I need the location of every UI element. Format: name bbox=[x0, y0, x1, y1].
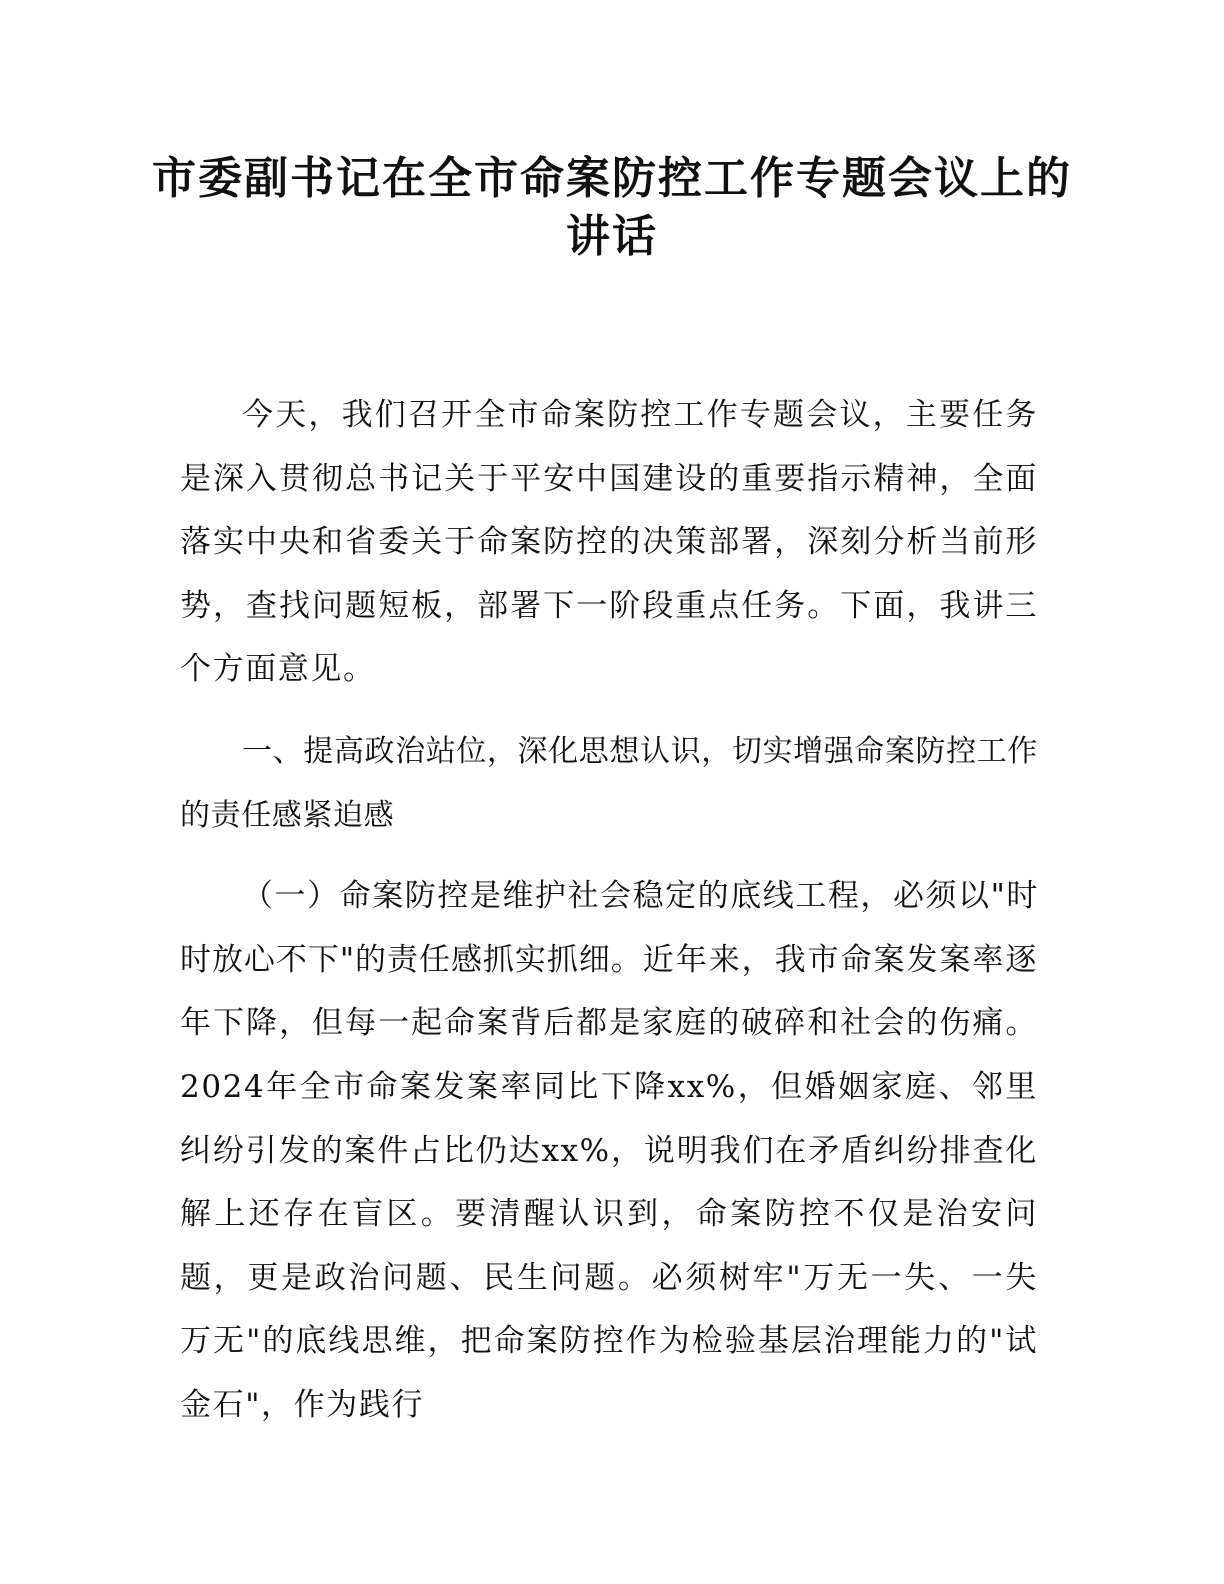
subsection-lead-text: （一）命案防控是维护社会稳定的底线工程，必须以"时时放心不下"的责任感抓实抓细。 bbox=[180, 878, 1038, 978]
intro-paragraph: 今天，我们召开全市命案防控工作专题会议，主要任务是深入贯彻总书记关于平安中国建设的重要指示精神，全面落实中央和省委关于命案防控的决策部署，深刻分析当前形势，查找问题短板，部署下一阶段重点任务。下面，我讲三个方面意见。 bbox=[180, 397, 1038, 688]
document-title: 市委副书记在全市命案防控工作专题会议上的讲话 bbox=[152, 153, 1072, 262]
document-body bbox=[180, 384, 1038, 1438]
subsection-body-text: 近年来，我市命案发案率逐年下降，但每一起命案背后都是家庭的破碎和社会的伤痛。2024年全市命案发案率同比下降xx%，但婚姻家庭、邻里纠纷引发的案件占比仍达xx%，说明我们在矛盾纠纷排查化解上还存在盲区。要清醒认识到，命案防控不仅是治安问题，更是政治问题、民生问题。必须树牢"万无一失、一失万无"的底线思维，把命案防控作为检验基层治理能力的"试金石"，作为践行 bbox=[180, 941, 1038, 1423]
section-heading-1: 一、提高政治站位，深化思想认识，切实增强命案防控工作的责任感紧迫感 bbox=[180, 733, 1038, 833]
subsection-paragraph-1 bbox=[180, 865, 1038, 1437]
